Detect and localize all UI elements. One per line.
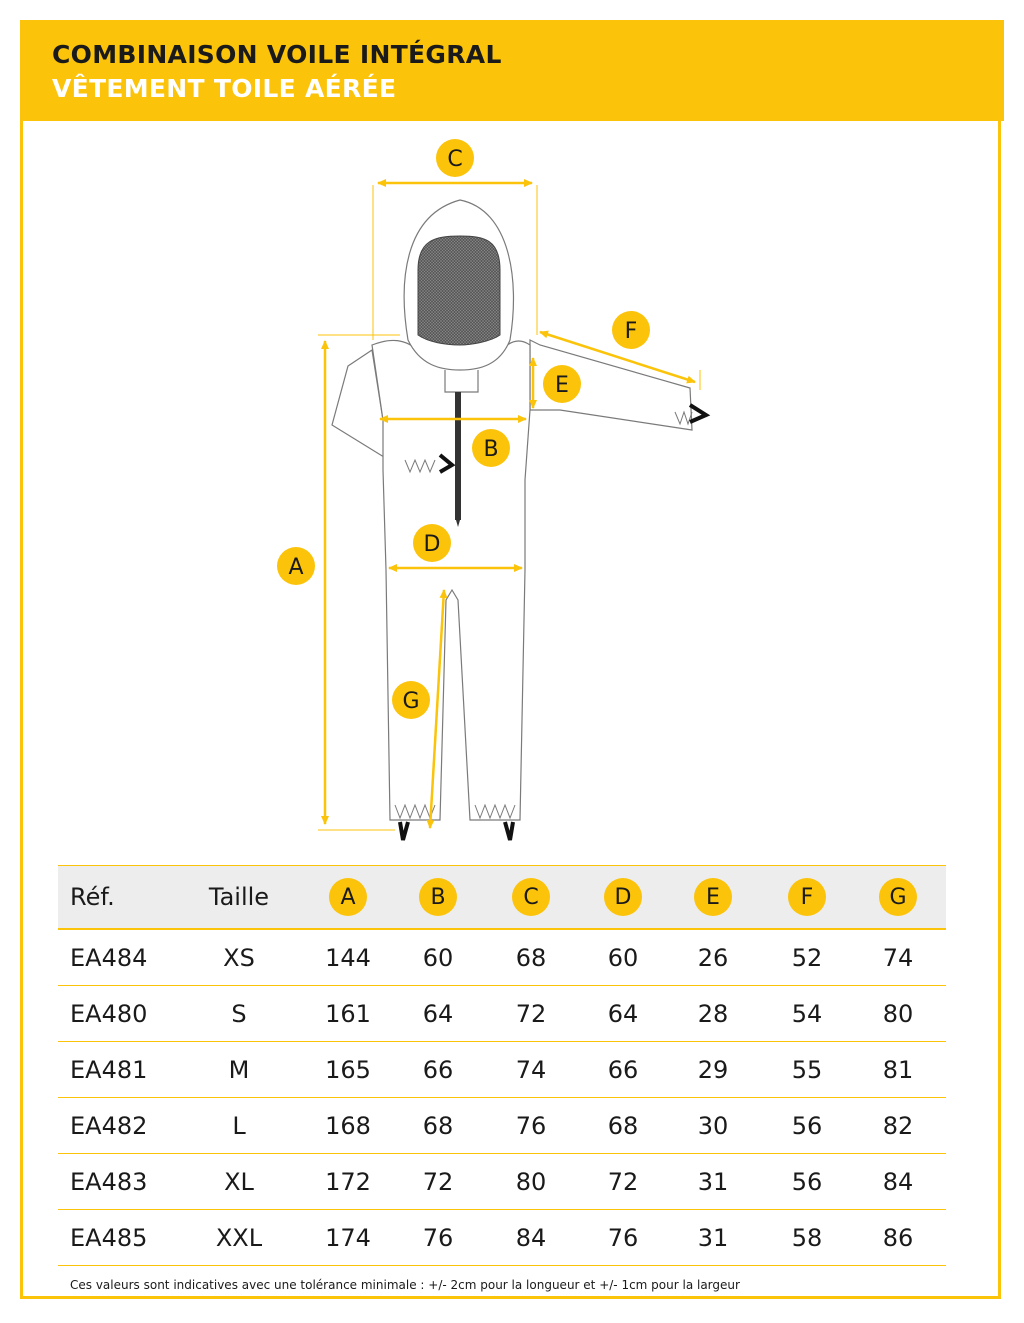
header-f: F: [767, 866, 847, 928]
cell-value: 76: [515, 1111, 547, 1140]
cell-value: 168: [325, 1111, 371, 1140]
cell-ref: EA485: [70, 1223, 148, 1252]
cell-value: 66: [422, 1055, 454, 1084]
cell-value: 68: [515, 943, 547, 972]
cell-value: 64: [607, 999, 639, 1028]
cell-ref: EA481: [70, 1055, 148, 1084]
table-header-row: [58, 865, 946, 930]
cell-value: 31: [697, 1167, 729, 1196]
cell-value: 144: [325, 943, 371, 972]
header-b: B: [398, 866, 478, 928]
cell-value: 68: [422, 1111, 454, 1140]
badge-f: [612, 311, 650, 349]
svg-text:B: B: [483, 437, 499, 462]
cell-value: 56: [791, 1111, 823, 1140]
header-g: G: [858, 866, 938, 928]
cell-value: 52: [791, 943, 823, 972]
table-row: [58, 1042, 946, 1098]
header-taille: Taille: [208, 883, 270, 911]
cell-value: 86: [882, 1223, 914, 1252]
cell-value: 72: [607, 1167, 639, 1196]
table-row: [58, 1154, 946, 1210]
cell-size: M: [228, 1055, 250, 1084]
cell-value: 28: [697, 999, 729, 1028]
table-row: [58, 930, 946, 986]
cell-value: 174: [325, 1223, 371, 1252]
cell-value: 72: [515, 999, 547, 1028]
cell-value: 72: [422, 1167, 454, 1196]
cell-value: 55: [791, 1055, 823, 1084]
badge-a: [277, 547, 315, 585]
header-d: D: [583, 866, 663, 928]
cell-value: 165: [325, 1055, 371, 1084]
cell-value: 76: [607, 1223, 639, 1252]
badge-e: [543, 365, 581, 403]
cell-value: 31: [697, 1223, 729, 1252]
page-subtitle: VÊTEMENT TOILE AÉRÉE: [52, 74, 397, 103]
cell-ref: EA482: [70, 1111, 148, 1140]
zipper-icon: [455, 392, 461, 520]
cell-size: L: [232, 1111, 246, 1140]
table-row: [58, 1098, 946, 1154]
cell-value: 60: [607, 943, 639, 972]
cell-value: 82: [882, 1111, 914, 1140]
cell-ref: EA484: [70, 943, 148, 972]
cell-ref: EA480: [70, 999, 148, 1028]
badge-c: [436, 139, 474, 177]
svg-text:G: G: [402, 689, 420, 714]
cell-value: 84: [882, 1167, 914, 1196]
svg-text:D: D: [423, 532, 441, 557]
suit-outline: [332, 200, 692, 820]
cell-value: 60: [422, 943, 454, 972]
cell-value: 68: [607, 1111, 639, 1140]
table-row: [58, 1210, 946, 1266]
header-ref: Réf.: [70, 883, 115, 911]
cell-size: S: [231, 999, 247, 1028]
cell-value: 74: [515, 1055, 547, 1084]
cell-value: 66: [607, 1055, 639, 1084]
cell-value: 64: [422, 999, 454, 1028]
svg-text:E: E: [555, 373, 569, 398]
size-table: [58, 865, 946, 1266]
header-c: C: [491, 866, 571, 928]
cell-value: 29: [697, 1055, 729, 1084]
cell-value: 56: [791, 1167, 823, 1196]
cell-value: 80: [882, 999, 914, 1028]
table-row: [58, 986, 946, 1042]
svg-text:A: A: [288, 555, 304, 580]
cell-value: 172: [325, 1167, 371, 1196]
cell-size: XL: [224, 1167, 254, 1196]
header-e: E: [673, 866, 753, 928]
svg-text:F: F: [624, 319, 638, 344]
cell-value: 84: [515, 1223, 547, 1252]
badge-b: [472, 429, 510, 467]
cell-value: 74: [882, 943, 914, 972]
footnote: Ces valeurs sont indicatives avec une tolérance minimale : +/- 2cm pour la longueur et +/- 1cm pour la largeur: [70, 1278, 740, 1292]
cell-size: XS: [223, 943, 255, 972]
veil-mesh-icon: [418, 236, 500, 345]
header-a: A: [308, 866, 388, 928]
svg-text:C: C: [447, 147, 463, 172]
badge-g: [392, 681, 430, 719]
badge-d: [413, 524, 451, 562]
cell-value: 58: [791, 1223, 823, 1252]
cell-ref: EA483: [70, 1167, 148, 1196]
cell-value: 54: [791, 999, 823, 1028]
cell-value: 161: [325, 999, 371, 1028]
cell-value: 80: [515, 1167, 547, 1196]
cell-value: 76: [422, 1223, 454, 1252]
cell-value: 81: [882, 1055, 914, 1084]
cell-value: 26: [697, 943, 729, 972]
page-title: COMBINAISON VOILE INTÉGRAL: [52, 40, 502, 69]
cell-size: XXL: [215, 1223, 263, 1252]
cell-value: 30: [697, 1111, 729, 1140]
